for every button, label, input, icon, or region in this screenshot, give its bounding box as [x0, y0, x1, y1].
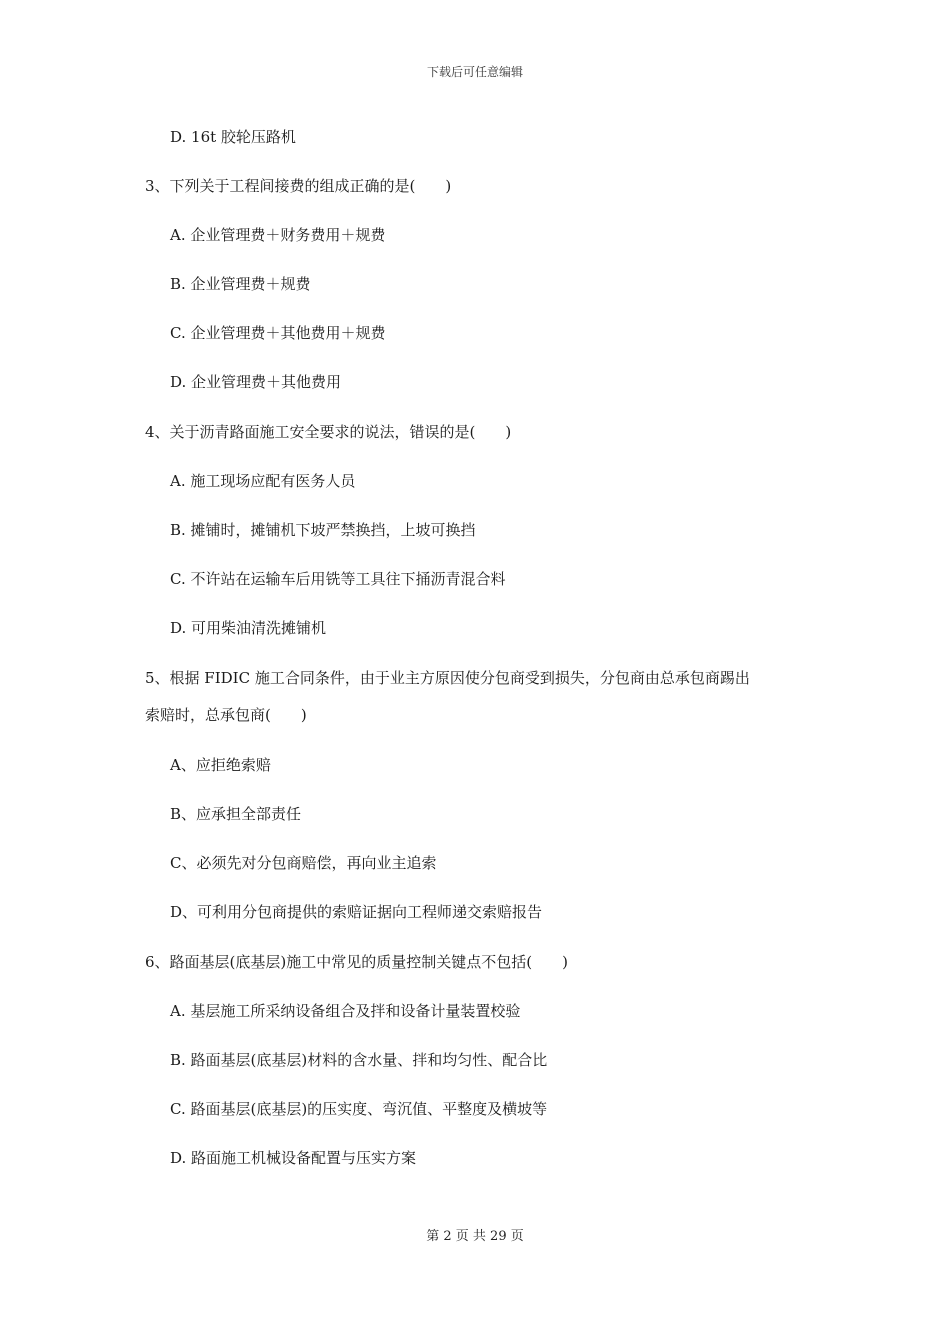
option-d-prev-question: D. 16t 胶轮压路机: [170, 128, 296, 146]
question-5-stem: 5、根据 FIDIC 施工合同条件，由于业主方原因使分包商受到损失，分包商由总承包商踢出: [145, 669, 750, 687]
question-5-option-d: D、可利用分包商提供的索赔证据向工程师递交索赔报告: [170, 903, 543, 921]
question-3-option-b: B. 企业管理费＋规费: [170, 275, 311, 293]
question-6-option-c: C. 路面基层(底基层)的压实度、弯沉值、平整度及横坡等: [170, 1100, 548, 1118]
question-3-option-c: C. 企业管理费＋其他费用＋规费: [170, 324, 386, 342]
question-6-option-d: D. 路面施工机械设备配置与压实方案: [170, 1149, 417, 1167]
question-3-option-a: A. 企业管理费＋财务费用＋规费: [170, 226, 386, 244]
question-4-option-d: D. 可用柴油清洗摊铺机: [170, 619, 327, 637]
question-5-option-b: B、应承担全部责任: [170, 805, 302, 823]
question-4-option-c: C. 不许站在运输车后用铣等工具往下捅沥青混合料: [170, 570, 506, 588]
question-5-option-c: C、必须先对分包商赔偿，再向业主追索: [170, 854, 437, 872]
question-5-option-a: A、应拒绝索赔: [170, 756, 271, 774]
question-3-stem: 3、下列关于工程间接费的组成正确的是( ): [145, 177, 452, 195]
question-5-stem-continuation: 索赔时，总承包商( ): [145, 706, 307, 724]
page-footer: 第 2 页 共 29 页: [426, 1229, 524, 1244]
question-4-option-b: B. 摊铺时，摊铺机下坡严禁换挡，上坡可换挡: [170, 521, 476, 539]
page-header: 下载后可任意编辑: [426, 65, 523, 79]
question-6-option-b: B. 路面基层(底基层)材料的含水量、拌和均匀性、配合比: [170, 1051, 548, 1069]
question-4-option-a: A. 施工现场应配有医务人员: [170, 472, 356, 490]
question-3-option-d: D. 企业管理费＋其他费用: [170, 373, 342, 391]
question-6-stem: 6、路面基层(底基层)施工中常见的质量控制关键点不包括( ): [145, 953, 568, 971]
question-6-option-a: A. 基层施工所采纳设备组合及拌和设备计量装置校验: [170, 1002, 521, 1020]
question-4-stem: 4、关于沥青路面施工安全要求的说法，错误的是( ): [145, 423, 512, 441]
